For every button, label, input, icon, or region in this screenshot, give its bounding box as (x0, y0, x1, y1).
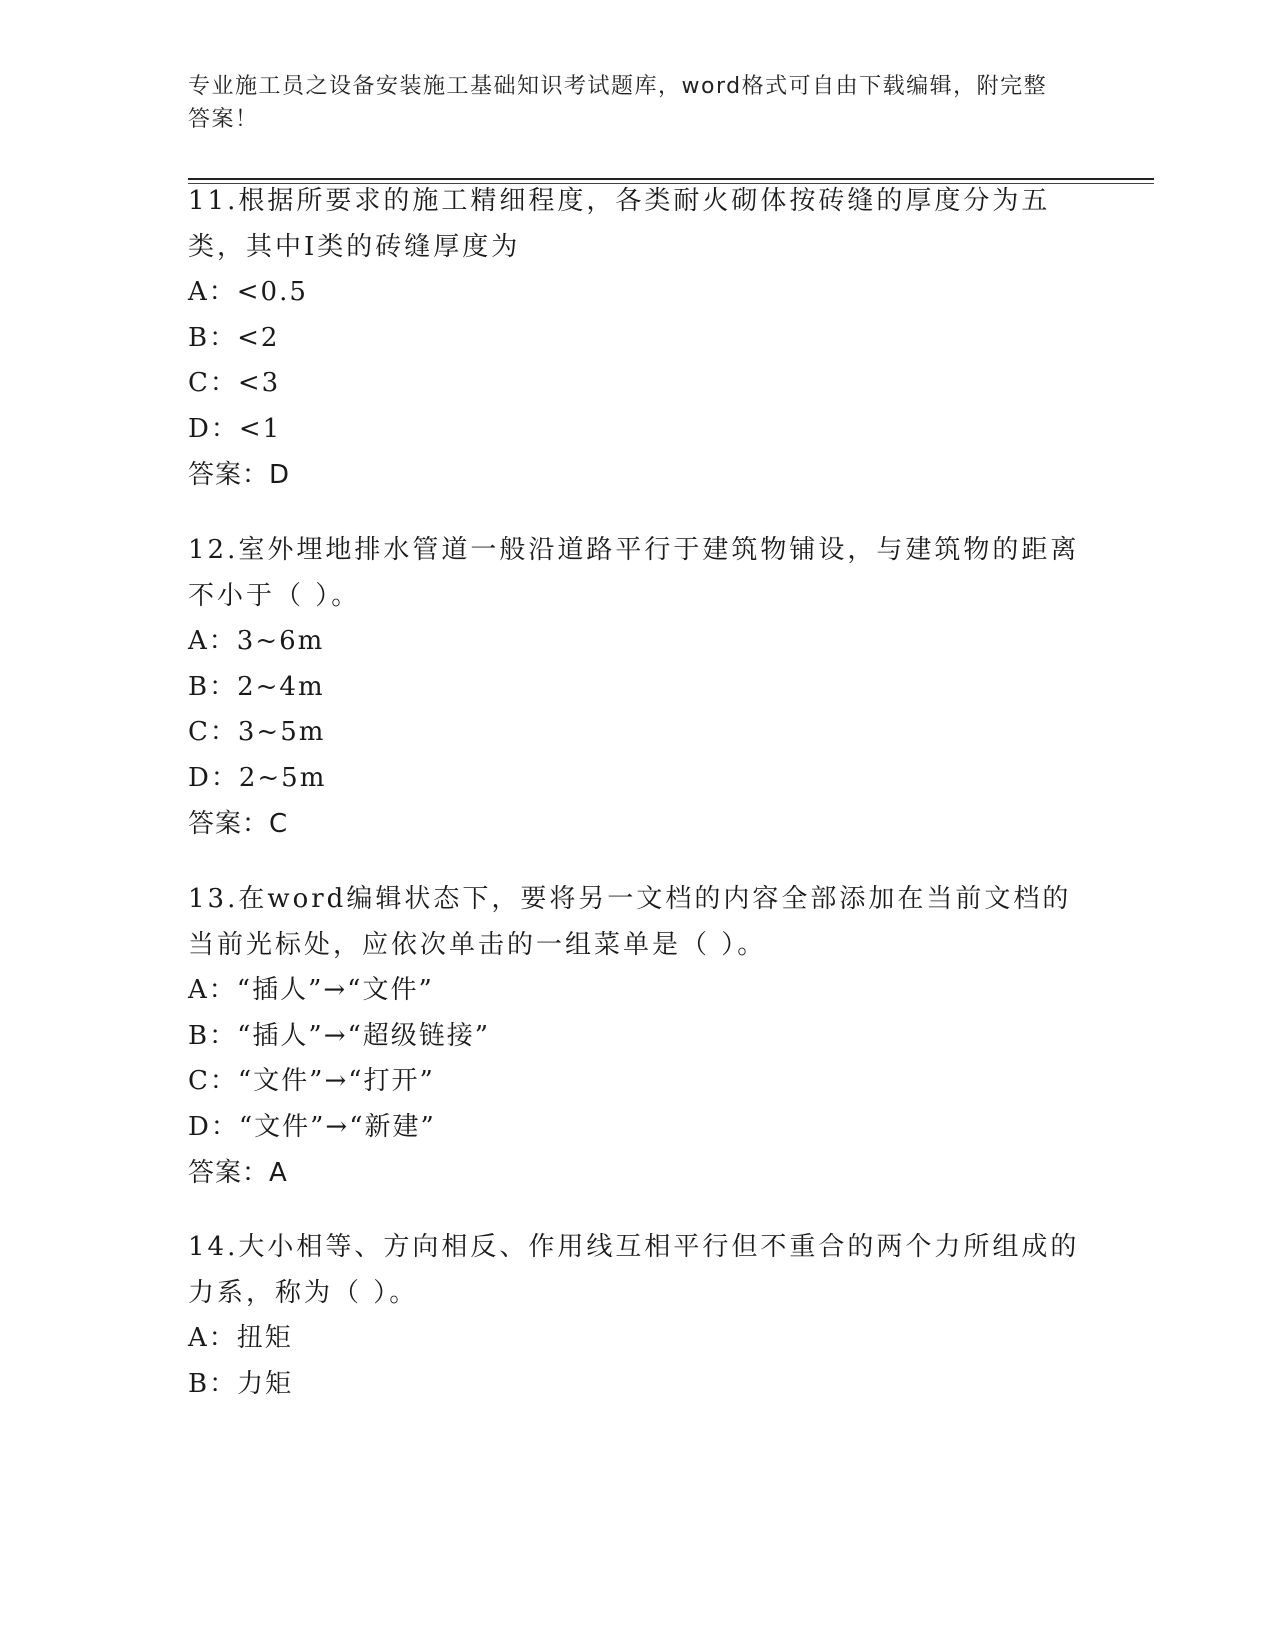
question-13 (188, 876, 1088, 1196)
option-b: B：<2 (188, 322, 280, 353)
question-stem: 11.根据所要求的施工精细程度，各类耐火砌体按砖缝的厚度分为五类，其中Ⅰ类的砖缝厚度为 (188, 186, 1051, 262)
question-12 (188, 527, 1088, 847)
option-c: C：<3 (188, 368, 281, 398)
answer: 答案：C (188, 809, 289, 839)
answer: 答案：D (188, 460, 291, 490)
question-stem: 12.室外埋地排水管道一般沿道路平行于建筑物铺设，与建筑物的距离不小于（ ）。 (188, 535, 1080, 611)
document-header: 专业施工员之设备安装施工基础知识考试题库，word格式可自由下载编辑，附完整答案！ (188, 74, 1048, 132)
option-a: A：3~6m (188, 626, 325, 656)
question-stem: 13.在word编辑状态下，要将另一文档的内容全部添加在当前文档的当前光标处，应依次单击的一组菜单是（ ）。 (188, 884, 1072, 960)
option-a: A：<0.5 (188, 277, 308, 307)
answer: 答案：A (188, 1158, 288, 1188)
option-b: B：力矩 (188, 1368, 294, 1399)
option-c: C：3~5m (188, 717, 326, 747)
option-d: D：2~5m (188, 762, 327, 793)
option-b: B：2~4m (188, 671, 325, 702)
option-a: A：扭矩 (188, 1323, 293, 1353)
option-d: D：<1 (188, 413, 282, 444)
question-11 (188, 178, 1088, 498)
option-c: C：“文件”→“打开” (188, 1066, 435, 1096)
question-stem: 14.大小相等、方向相反、作用线互相平行但不重合的两个力所组成的力系，称为（ ）。 (188, 1232, 1080, 1308)
option-b: B：“插人”→“超级链接” (188, 1020, 491, 1051)
option-d: D：“文件”→“新建” (188, 1111, 436, 1142)
option-a: A：“插人”→“文件” (188, 975, 434, 1005)
question-14 (188, 1224, 1088, 1407)
